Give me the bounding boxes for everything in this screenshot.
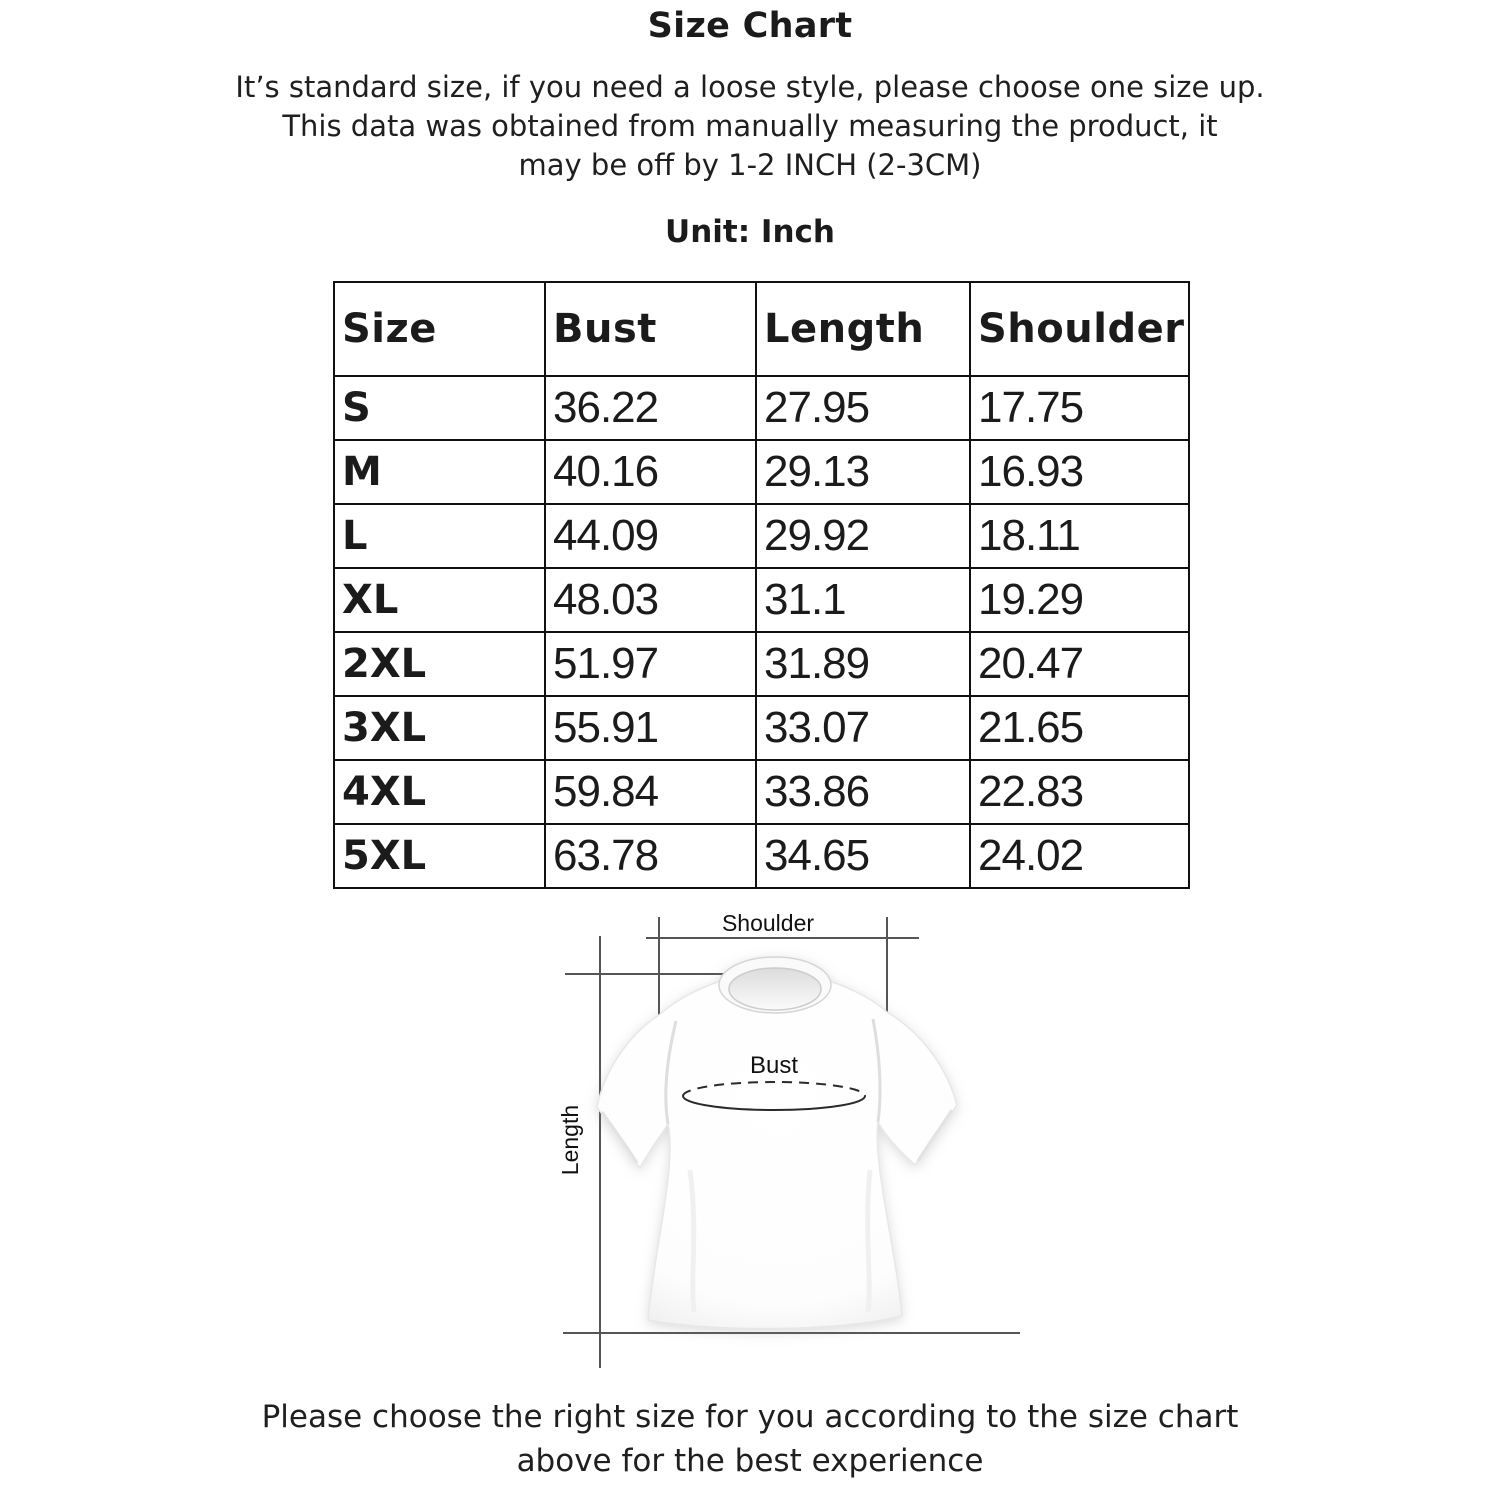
shoulder-cell: 19.29 bbox=[970, 568, 1189, 632]
table-row bbox=[334, 568, 1189, 632]
length-cell: 34.65 bbox=[756, 824, 970, 888]
page-title: Size Chart bbox=[647, 6, 853, 46]
table-row bbox=[334, 376, 1189, 440]
size-table bbox=[333, 281, 1190, 889]
size-cell: 4XL bbox=[334, 760, 545, 824]
table-row bbox=[334, 824, 1189, 888]
shoulder-cell: 18.11 bbox=[970, 504, 1189, 568]
tshirt-illustration bbox=[597, 957, 957, 1329]
length-measure-label: Length bbox=[557, 1104, 583, 1176]
bust-cell: 48.03 bbox=[545, 568, 756, 632]
bust-cell: 55.91 bbox=[545, 696, 756, 760]
bust-cell: 51.97 bbox=[545, 632, 756, 696]
column-header-bust: Bust bbox=[545, 282, 756, 376]
length-cell: 33.86 bbox=[756, 760, 970, 824]
collar-hole bbox=[729, 968, 821, 1010]
table-header-row bbox=[334, 282, 1189, 376]
shoulder-cell: 21.65 bbox=[970, 696, 1189, 760]
shoulder-cell: 17.75 bbox=[970, 376, 1189, 440]
table-row bbox=[334, 760, 1189, 824]
shoulder-cell: 24.02 bbox=[970, 824, 1189, 888]
length-cell: 33.07 bbox=[756, 696, 970, 760]
table-row bbox=[334, 440, 1189, 504]
length-cell: 27.95 bbox=[756, 376, 970, 440]
footer-line: above for the best experience bbox=[516, 1443, 984, 1479]
table-row bbox=[334, 632, 1189, 696]
column-header-size: Size bbox=[334, 282, 545, 376]
shoulder-cell: 20.47 bbox=[970, 632, 1189, 696]
table-row bbox=[334, 504, 1189, 568]
footer-line: Please choose the right size for you according to the size chart bbox=[261, 1399, 1239, 1435]
bust-cell: 40.16 bbox=[545, 440, 756, 504]
tshirt-measurement-diagram bbox=[540, 900, 1020, 1370]
column-header-length: Length bbox=[756, 282, 970, 376]
size-cell: L bbox=[334, 504, 545, 568]
unit-label: Unit: Inch bbox=[665, 214, 835, 250]
size-cell: M bbox=[334, 440, 545, 504]
shoulder-cell: 22.83 bbox=[970, 760, 1189, 824]
size-cell: XL bbox=[334, 568, 545, 632]
tshirt-body bbox=[597, 967, 957, 1329]
bust-cell: 63.78 bbox=[545, 824, 756, 888]
shoulder-cell: 16.93 bbox=[970, 440, 1189, 504]
intro-line: It’s standard size, if you need a loose style, please choose one size up. bbox=[235, 70, 1265, 104]
bust-cell: 36.22 bbox=[545, 376, 756, 440]
intro-line: may be off by 1-2 INCH (2-3CM) bbox=[518, 148, 982, 182]
bust-cell: 59.84 bbox=[545, 760, 756, 824]
column-header-shoulder: Shoulder bbox=[970, 282, 1189, 376]
intro-line: This data was obtained from manually measuring the product, it bbox=[282, 109, 1218, 143]
size-cell: S bbox=[334, 376, 545, 440]
length-cell: 29.13 bbox=[756, 440, 970, 504]
length-cell: 31.1 bbox=[756, 568, 970, 632]
size-cell: 5XL bbox=[334, 824, 545, 888]
footer-note bbox=[0, 1395, 1500, 1483]
size-cell: 3XL bbox=[334, 696, 545, 760]
intro-text bbox=[0, 68, 1500, 185]
bust-cell: 44.09 bbox=[545, 504, 756, 568]
shoulder-measure-label: Shoulder bbox=[721, 910, 815, 936]
wrinkle-right bbox=[868, 1170, 870, 1312]
length-cell: 31.89 bbox=[756, 632, 970, 696]
table-row bbox=[334, 696, 1189, 760]
bust-measure-label: Bust bbox=[749, 1052, 799, 1079]
length-cell: 29.92 bbox=[756, 504, 970, 568]
size-cell: 2XL bbox=[334, 632, 545, 696]
